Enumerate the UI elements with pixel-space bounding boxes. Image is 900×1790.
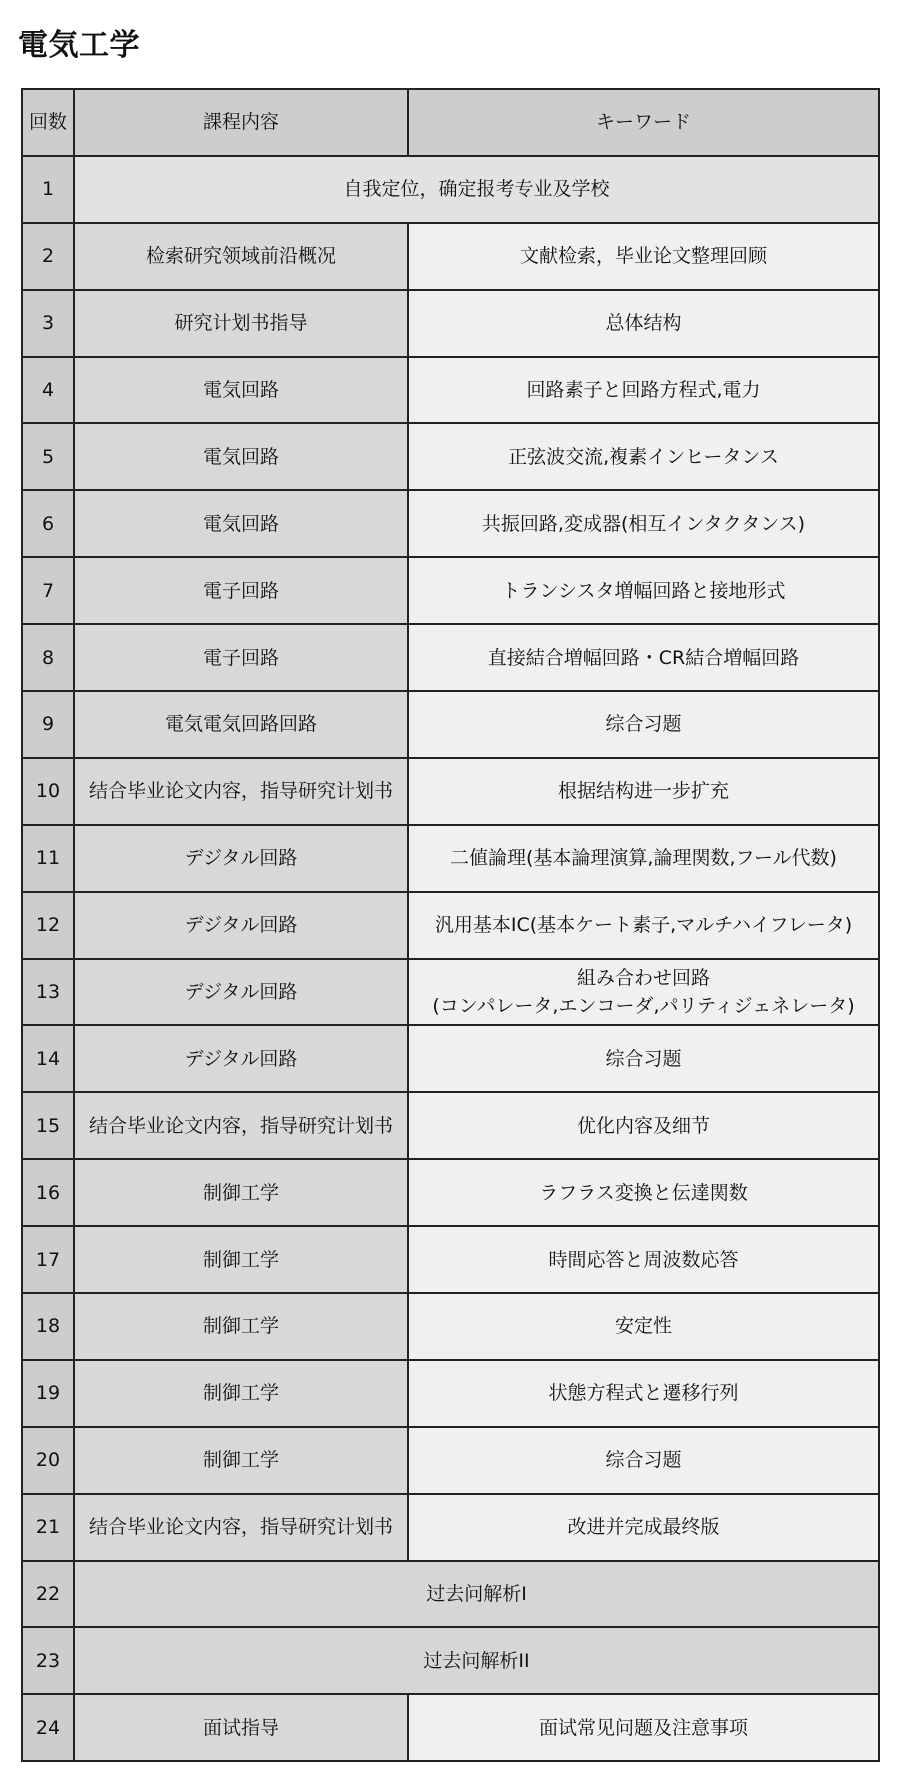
table-header-row — [22, 89, 879, 156]
row-number: 3 — [22, 290, 74, 357]
keyword-cell: 面试常见问题及注意事项 — [408, 1694, 879, 1761]
row-number: 8 — [22, 624, 74, 691]
row-number: 5 — [22, 423, 74, 490]
row-number: 15 — [22, 1092, 74, 1159]
row-number: 6 — [22, 490, 74, 557]
course-content-cell: 制御工学 — [74, 1360, 408, 1427]
merged-cell: 过去问解析I — [74, 1561, 879, 1628]
keyword-cell: 优化内容及细节 — [408, 1092, 879, 1159]
course-content-cell: 制御工学 — [74, 1159, 408, 1226]
keyword-cell: 汎用基本IC(基本ケート素子,マルチハイフレータ) — [408, 892, 879, 959]
course-content-cell: 電子回路 — [74, 624, 408, 691]
keyword-line: (コンパレータ,エンコーダ,パリティジェネレータ) — [432, 995, 855, 1018]
course-content-cell: 電気電気回路回路 — [74, 691, 408, 758]
course-content-cell: 面试指导 — [74, 1694, 408, 1761]
keyword-cell: 二値論理(基本論理演算,論理関数,フール代数) — [408, 825, 879, 892]
table-row — [22, 1360, 879, 1427]
keyword-cell: 回路素子と回路方程式,電力 — [408, 357, 879, 424]
table-row — [22, 1159, 879, 1226]
table-row — [22, 1694, 879, 1761]
row-number: 12 — [22, 892, 74, 959]
course-content-cell: デジタル回路 — [74, 1025, 408, 1092]
course-content-cell: 電気回路 — [74, 357, 408, 424]
course-content-cell: デジタル回路 — [74, 825, 408, 892]
merged-cell: 自我定位，确定报考专业及学校 — [74, 156, 879, 223]
keyword-cell — [408, 959, 879, 1026]
row-number: 7 — [22, 557, 74, 624]
course-content-cell: 制御工学 — [74, 1293, 408, 1360]
table-row — [22, 423, 879, 490]
course-content-cell: デジタル回路 — [74, 959, 408, 1026]
row-number: 24 — [22, 1694, 74, 1761]
keyword-cell: 改进并完成最终版 — [408, 1494, 879, 1561]
keyword-cell: トランシスタ増幅回路と接地形式 — [408, 557, 879, 624]
row-number: 11 — [22, 825, 74, 892]
keyword-cell: ラフラス変換と伝達関数 — [408, 1159, 879, 1226]
course-content-cell: デジタル回路 — [74, 892, 408, 959]
keyword-cell: 综合习题 — [408, 1427, 879, 1494]
course-content-cell: 研究计划书指导 — [74, 290, 408, 357]
table-row — [22, 1226, 879, 1293]
table-row — [22, 290, 879, 357]
row-number: 21 — [22, 1494, 74, 1561]
table-row — [22, 1627, 879, 1694]
keyword-cell: 总体结构 — [408, 290, 879, 357]
course-content-cell: 结合毕业论文内容，指导研究计划书 — [74, 1092, 408, 1159]
row-number: 14 — [22, 1025, 74, 1092]
table-row — [22, 624, 879, 691]
course-content-cell: 電気回路 — [74, 423, 408, 490]
curriculum-table — [21, 88, 880, 1762]
header-content: 課程内容 — [74, 89, 408, 156]
table-row — [22, 959, 879, 1026]
row-number: 17 — [22, 1226, 74, 1293]
table-row — [22, 357, 879, 424]
table-row — [22, 1025, 879, 1092]
table-row — [22, 1092, 879, 1159]
course-content-cell: 電気回路 — [74, 490, 408, 557]
row-number: 19 — [22, 1360, 74, 1427]
keyword-cell: 共振回路,変成器(相互インタクタンス) — [408, 490, 879, 557]
course-content-cell: 制御工学 — [74, 1226, 408, 1293]
course-content-cell: 检索研究领域前沿概况 — [74, 223, 408, 290]
keyword-cell: 状態方程式と遷移行列 — [408, 1360, 879, 1427]
keyword-cell: 文献检索，毕业论文整理回顾 — [408, 223, 879, 290]
row-number: 13 — [22, 959, 74, 1026]
table-row — [22, 758, 879, 825]
table-row — [22, 490, 879, 557]
keyword-cell: 安定性 — [408, 1293, 879, 1360]
row-number: 23 — [22, 1627, 74, 1694]
table-row — [22, 1561, 879, 1628]
table-row — [22, 1427, 879, 1494]
table-row — [22, 1494, 879, 1561]
course-content-cell: 结合毕业论文内容，指导研究计划书 — [74, 1494, 408, 1561]
table-row — [22, 223, 879, 290]
row-number: 18 — [22, 1293, 74, 1360]
table-row — [22, 1293, 879, 1360]
row-number: 2 — [22, 223, 74, 290]
table-row — [22, 892, 879, 959]
header-num: 回数 — [22, 89, 74, 156]
page-title: 電気工学 — [18, 28, 140, 63]
course-content-cell: 结合毕业论文内容，指导研究计划书 — [74, 758, 408, 825]
row-number: 16 — [22, 1159, 74, 1226]
row-number: 22 — [22, 1561, 74, 1628]
keyword-cell: 综合习题 — [408, 691, 879, 758]
keyword-cell: 根据结构进一步扩充 — [408, 758, 879, 825]
course-content-cell: 電子回路 — [74, 557, 408, 624]
table-row — [22, 557, 879, 624]
row-number: 1 — [22, 156, 74, 223]
table-row — [22, 825, 879, 892]
table-row — [22, 691, 879, 758]
keyword-cell: 時間応答と周波数応答 — [408, 1226, 879, 1293]
course-content-cell: 制御工学 — [74, 1427, 408, 1494]
row-number: 10 — [22, 758, 74, 825]
merged-cell: 过去问解析II — [74, 1627, 879, 1694]
row-number: 4 — [22, 357, 74, 424]
keyword-line: 組み合わせ回路 — [576, 967, 710, 990]
keyword-cell: 直接結合増幅回路・CR結合増幅回路 — [408, 624, 879, 691]
keyword-cell: 综合习题 — [408, 1025, 879, 1092]
row-number: 9 — [22, 691, 74, 758]
table-row — [22, 156, 879, 223]
row-number: 20 — [22, 1427, 74, 1494]
header-keyword: キーワード — [408, 89, 879, 156]
keyword-cell: 正弦波交流,複素インヒータンス — [408, 423, 879, 490]
